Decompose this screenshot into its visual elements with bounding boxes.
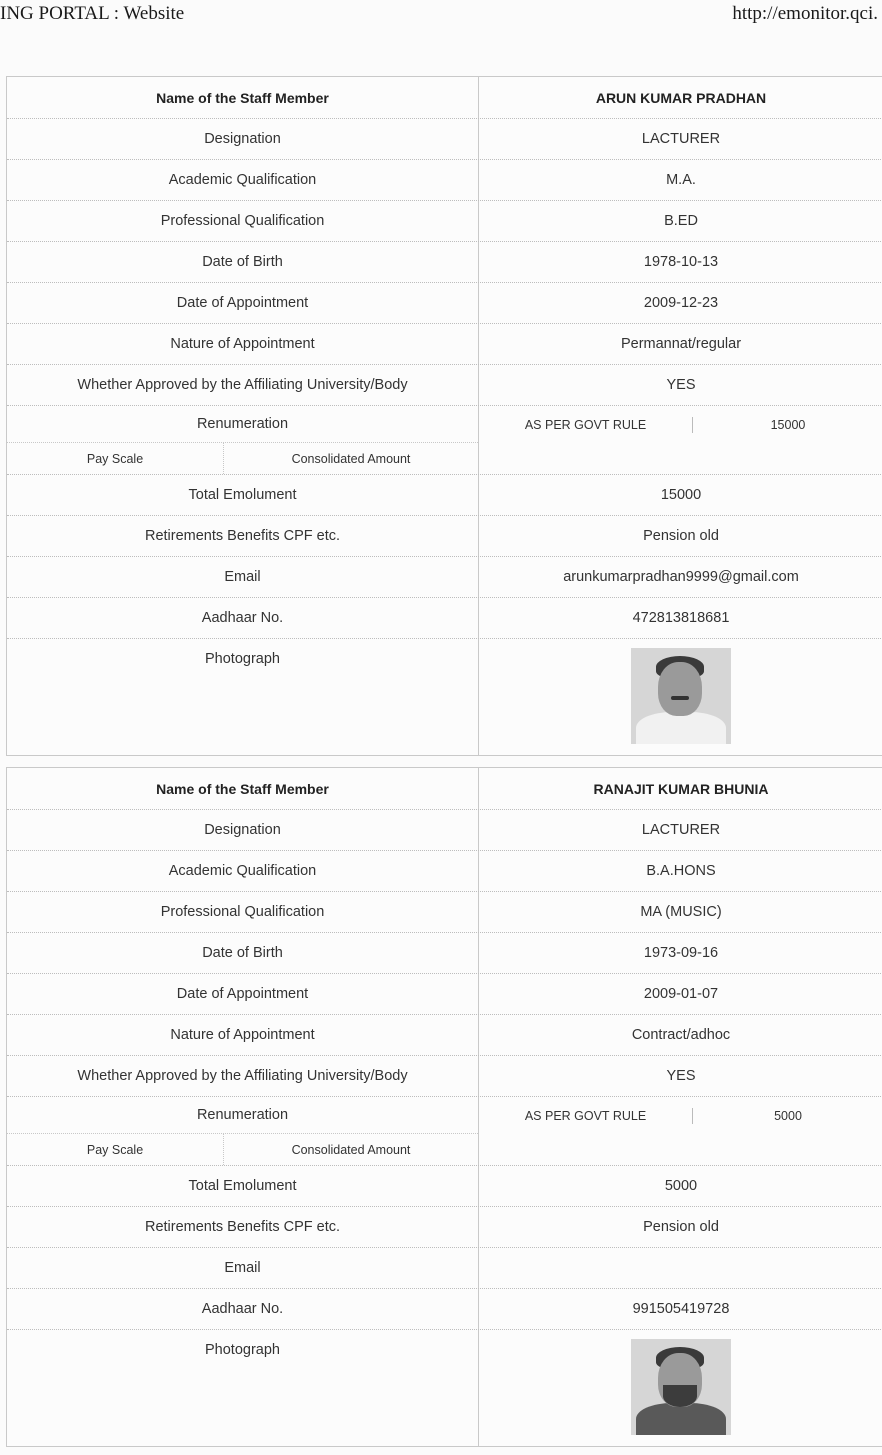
designation-value: LACTURER — [641, 131, 721, 147]
dob-label: Date of Birth — [7, 242, 479, 282]
doa-label: Date of Appointment — [7, 283, 479, 323]
email-label: Email — [7, 557, 479, 597]
nature-value: Permannat/regular — [620, 336, 742, 352]
academic-value: M.A. — [666, 172, 696, 188]
dob-value: 1978-10-13 — [643, 254, 719, 270]
name-row — [7, 77, 882, 119]
nature-label: Nature of Appointment — [7, 324, 479, 364]
approved-label: Whether Approved by the Affiliating University/Body — [7, 365, 479, 405]
retirement-label: Retirements Benefits CPF etc. — [7, 516, 479, 556]
aadhaar-label: Aadhaar No. — [7, 1289, 479, 1329]
dob-row — [7, 933, 882, 974]
consolidated-amount-value: 15000 — [770, 418, 806, 432]
portal-title: ING PORTAL : Website — [0, 3, 185, 24]
retirement-label: Retirements Benefits CPF etc. — [7, 1207, 479, 1247]
staff-name: ARUN KUMAR PRADHAN — [595, 89, 767, 106]
designation-row — [7, 810, 882, 851]
staff-photo — [631, 1339, 731, 1435]
academic-label: Academic Qualification — [7, 851, 479, 891]
renumeration-subheaders — [7, 1134, 478, 1165]
aadhaar-value: 472813818681 — [632, 610, 730, 626]
nature-label: Nature of Appointment — [7, 1015, 479, 1055]
consolidated-amount-value: 5000 — [774, 1109, 802, 1123]
photo-label: Photograph — [7, 639, 479, 755]
professional-label: Professional Qualification — [7, 892, 479, 932]
designation-label: Designation — [7, 119, 479, 159]
doa-row — [7, 283, 882, 324]
dob-row — [7, 242, 882, 283]
renumeration-values — [479, 406, 882, 474]
staff-card-2 — [6, 767, 882, 1447]
dob-value: 1973-09-16 — [643, 945, 719, 961]
academic-row — [7, 160, 882, 201]
designation-value: LACTURER — [641, 822, 721, 838]
designation-row — [7, 119, 882, 160]
professional-label: Professional Qualification — [7, 201, 479, 241]
photo-row — [7, 639, 882, 755]
email-label: Email — [7, 1248, 479, 1288]
aadhaar-label: Aadhaar No. — [7, 598, 479, 638]
photo-label: Photograph — [7, 1330, 479, 1446]
total-row — [7, 475, 882, 516]
approved-row — [7, 365, 882, 406]
aadhaar-row — [7, 1289, 882, 1330]
academic-row — [7, 851, 882, 892]
page-header — [0, 0, 882, 30]
email-value — [479, 1248, 882, 1288]
staff-card-1 — [6, 76, 882, 756]
doa-value: 2009-12-23 — [643, 295, 719, 311]
name-label: Name of the Staff Member — [7, 77, 479, 118]
renumeration-label-cell — [7, 406, 479, 474]
staff-name: RANAJIT KUMAR BHUNIA — [593, 780, 769, 797]
email-row — [7, 1248, 882, 1289]
consolidated-amount-label: Consolidated Amount — [291, 451, 411, 466]
total-value: 5000 — [664, 1178, 698, 1194]
pay-scale-label: Pay Scale — [7, 443, 224, 474]
renumeration-label: Renumeration — [7, 406, 478, 443]
nature-value: Contract/adhoc — [631, 1027, 731, 1043]
photo-row — [7, 1330, 882, 1446]
pay-scale-value: AS PER GOVT RULE — [479, 417, 693, 433]
staff-photo — [631, 648, 731, 744]
academic-label: Academic Qualification — [7, 160, 479, 200]
doa-row — [7, 974, 882, 1015]
professional-value: B.ED — [664, 213, 698, 229]
academic-value: B.A.HONS — [646, 863, 716, 879]
email-row — [7, 557, 882, 598]
name-label: Name of the Staff Member — [7, 768, 479, 809]
approved-row — [7, 1056, 882, 1097]
photo-cell — [479, 1330, 882, 1446]
renumeration-values — [479, 1097, 882, 1165]
page-url: http://emonitor.qci. — [732, 3, 878, 24]
doa-label: Date of Appointment — [7, 974, 479, 1014]
email-value: arunkumarpradhan9999@gmail.com — [563, 569, 799, 585]
total-label: Total Emolument — [7, 475, 479, 515]
retirement-row — [7, 1207, 882, 1248]
professional-row — [7, 892, 882, 933]
total-row — [7, 1166, 882, 1207]
total-label: Total Emolument — [7, 1166, 479, 1206]
doa-value: 2009-01-07 — [643, 986, 719, 1002]
approved-value: YES — [666, 1068, 696, 1084]
nature-row — [7, 1015, 882, 1056]
pay-scale-value: AS PER GOVT RULE — [479, 1108, 693, 1124]
professional-value: MA (MUSIC) — [640, 904, 722, 920]
photo-cell — [479, 639, 882, 755]
renumeration-label: Renumeration — [7, 1097, 478, 1134]
aadhaar-row — [7, 598, 882, 639]
professional-row — [7, 201, 882, 242]
retirement-row — [7, 516, 882, 557]
approved-value: YES — [666, 377, 696, 393]
retirement-value: Pension old — [643, 528, 719, 544]
renumeration-subheaders — [7, 443, 478, 474]
pay-scale-label: Pay Scale — [7, 1134, 224, 1165]
renumeration-row — [7, 406, 882, 475]
total-value: 15000 — [660, 487, 702, 503]
approved-label: Whether Approved by the Affiliating University/Body — [7, 1056, 479, 1096]
renumeration-row — [7, 1097, 882, 1166]
renumeration-label-cell — [7, 1097, 479, 1165]
name-row — [7, 768, 882, 810]
aadhaar-value: 991505419728 — [632, 1301, 730, 1317]
consolidated-amount-label: Consolidated Amount — [291, 1142, 411, 1157]
nature-row — [7, 324, 882, 365]
designation-label: Designation — [7, 810, 479, 850]
retirement-value: Pension old — [643, 1219, 719, 1235]
dob-label: Date of Birth — [7, 933, 479, 973]
